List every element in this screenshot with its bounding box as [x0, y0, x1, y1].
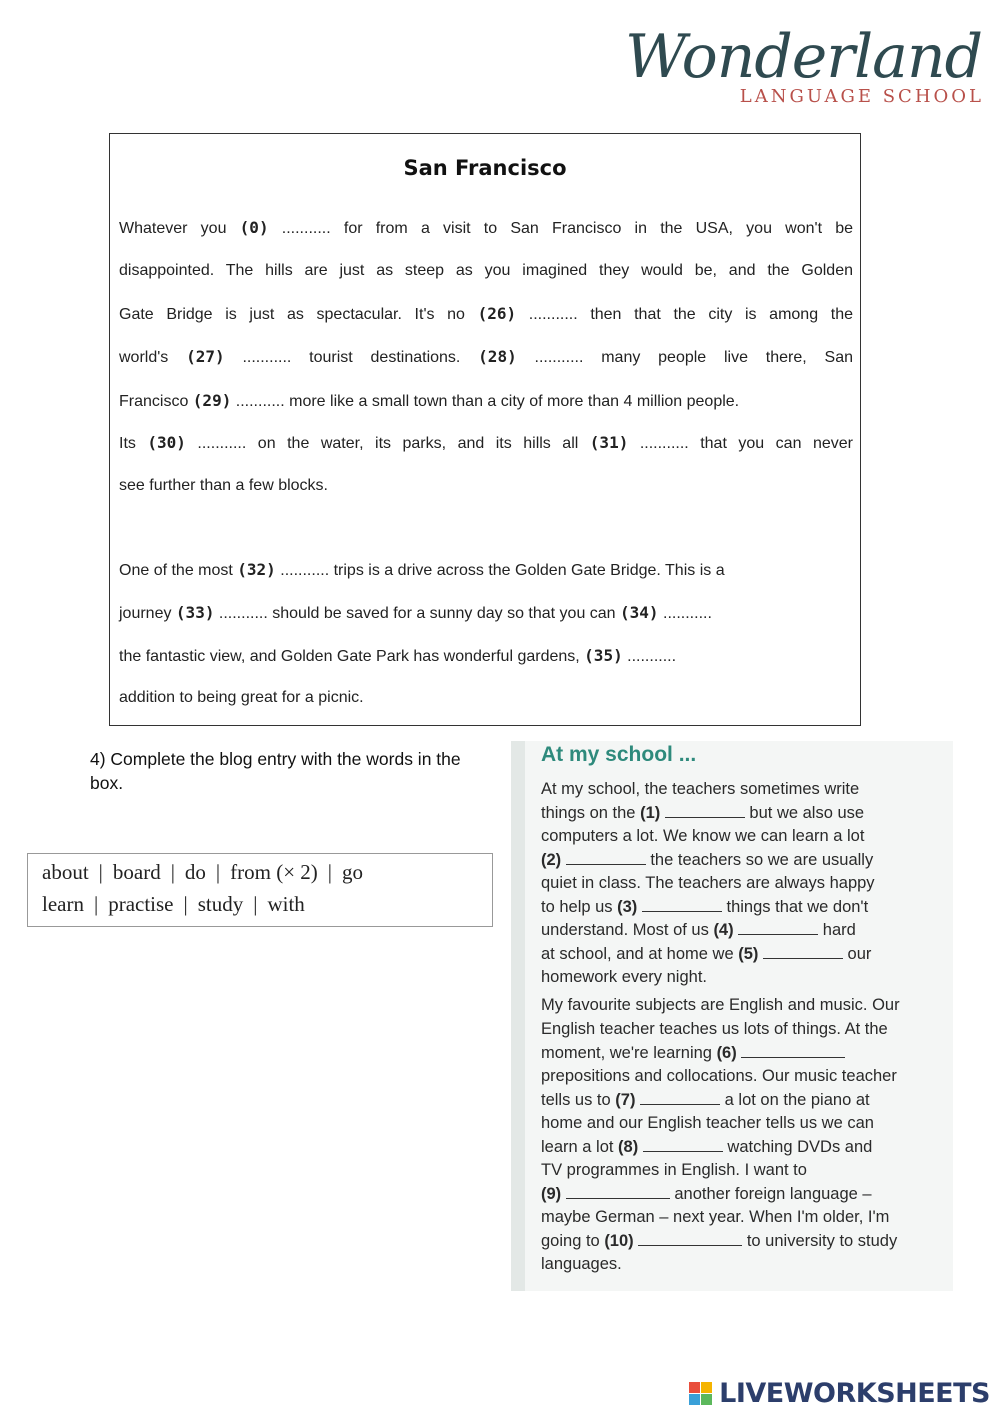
passage-line	[119, 476, 853, 496]
passage-text: Francisco	[119, 393, 193, 410]
passage-title: San Francisco	[403, 156, 567, 180]
liveworksheets-text: LIVEWORKSHEETS	[719, 1378, 990, 1409]
passage-line	[119, 688, 853, 708]
blog-text: TV programmes in English. I want to	[541, 1161, 807, 1179]
answer-blank[interactable]	[640, 1090, 720, 1105]
gap-number: (8)	[618, 1138, 639, 1156]
blog-text: home and our English teacher tells us we can	[541, 1114, 874, 1132]
blog-text: another foreign language –	[669, 1185, 872, 1203]
blog-line	[541, 1207, 889, 1227]
blog-text: tells us to	[541, 1091, 616, 1109]
blog-text: watching DVDs and	[722, 1138, 873, 1156]
blog-line	[541, 1254, 622, 1274]
gap-number: (33)	[175, 603, 215, 622]
exercise-4-instruction: 4) Complete the blog entry with the words in the box.	[90, 749, 461, 793]
answer-blank[interactable]	[642, 897, 722, 912]
gap-number: (4)	[713, 921, 734, 939]
passage-text: addition to being great for a picnic.	[119, 689, 364, 706]
word-option: board	[112, 860, 161, 884]
blog-line	[541, 803, 864, 823]
passage-text: ...........	[622, 648, 677, 665]
blog-text: prepositions and collocations. Our music teacher	[541, 1067, 897, 1085]
passage-line	[119, 433, 853, 453]
blog-title: At my school ...	[541, 743, 697, 766]
answer-blank[interactable]	[566, 850, 646, 865]
blog-text: a lot on the piano at	[720, 1091, 870, 1109]
word-separator: |	[98, 860, 103, 884]
passage-text: ........... should be saved for a sunny day so that you can	[214, 605, 621, 622]
word-option: go	[342, 860, 364, 884]
blog-line	[541, 1113, 874, 1133]
blog-line	[541, 1137, 872, 1157]
word-option: from (× 2)	[230, 860, 318, 884]
blog-line	[541, 995, 900, 1015]
blog-line	[541, 967, 707, 987]
blog-line	[541, 826, 864, 846]
blog-line	[541, 920, 856, 940]
passage-text: ........... on the water, its parks, and its hills all	[185, 435, 590, 452]
logo-script-text: Wonderland	[625, 22, 982, 92]
passage-line	[119, 560, 853, 581]
blog-text: things that we don't	[721, 898, 869, 916]
passage-text: ...........	[658, 605, 712, 622]
blog-text: moment, we're learning	[541, 1044, 717, 1062]
blog-text: maybe German – next year. When I'm older, I'm	[541, 1208, 890, 1226]
word-option: do	[184, 860, 206, 884]
blog-line	[541, 850, 873, 870]
gap-number: (7)	[615, 1091, 636, 1109]
word-separator: |	[93, 892, 99, 916]
blog-entry-panel	[511, 741, 953, 1291]
passage-text: ........... that you can never	[628, 435, 853, 452]
word-separator: |	[183, 892, 188, 916]
gap-number: (10)	[604, 1232, 634, 1250]
blog-text: at school, and at home we	[541, 945, 739, 963]
blog-text: hard	[818, 921, 856, 939]
passage-text: journey	[119, 605, 176, 622]
blog-line	[541, 873, 875, 893]
word-box	[27, 853, 493, 927]
gap-number: (27)	[186, 347, 225, 366]
word-option: about	[42, 860, 89, 884]
passage-text: Gate Bridge is just as spectacular. It's no	[119, 306, 478, 323]
gap-number: (0)	[239, 218, 269, 237]
blog-text: languages.	[541, 1255, 622, 1273]
word-option: with	[267, 892, 305, 916]
passage-text: One of the most	[119, 562, 238, 579]
answer-blank[interactable]	[738, 920, 818, 935]
passage-text: ........... trips is a drive across the Golden Gate Bridge. This is a	[275, 562, 725, 579]
passage-text: ........... more like a small town than a city of more than 4 million people.	[231, 393, 740, 410]
passage-text: the fantastic view, and Golden Gate Park has wonderful gardens,	[119, 648, 585, 665]
blog-text: the teachers so we are usually	[645, 851, 874, 869]
gap-number: (6)	[716, 1044, 737, 1062]
blog-side-bar	[511, 741, 525, 1291]
passage-line	[119, 391, 853, 412]
passage-line	[119, 304, 853, 324]
blog-text: understand. Most of us	[541, 921, 714, 939]
passage-line	[119, 603, 853, 624]
blog-line	[541, 779, 859, 799]
blog-text: going to	[541, 1232, 605, 1250]
blog-text: My favourite subjects are English and music. Our	[541, 996, 900, 1014]
blog-text: to university to study	[742, 1232, 898, 1250]
answer-blank[interactable]	[638, 1231, 742, 1246]
blog-text: learn a lot	[541, 1138, 619, 1156]
blog-text: but we also use	[744, 804, 865, 822]
word-option: learn	[42, 892, 84, 916]
blog-text: to help us	[541, 898, 618, 916]
blog-text: our	[842, 945, 872, 963]
word-option: study	[197, 892, 244, 916]
blog-line	[541, 1043, 845, 1063]
gap-number: (2)	[541, 851, 562, 869]
blog-line	[541, 1231, 897, 1251]
passage-line	[119, 218, 853, 238]
passage-text: see further than a few blocks.	[119, 477, 328, 494]
liveworksheets-icon	[689, 1382, 713, 1406]
blog-text: homework every night.	[541, 968, 707, 986]
passage-text: Its	[119, 435, 148, 452]
passage-text: world's	[119, 349, 187, 366]
gap-number: (35)	[584, 646, 623, 665]
gap-number: (31)	[589, 433, 629, 452]
blog-text: quiet in class. The teachers are always happy	[541, 874, 875, 892]
gap-number: (26)	[477, 304, 517, 323]
blog-text: things on the	[541, 804, 641, 822]
word-separator: |	[170, 860, 175, 884]
logo-subtitle: LANGUAGE SCHOOL	[739, 86, 984, 107]
school-logo	[625, 22, 986, 112]
san-francisco-passage-box	[109, 133, 861, 726]
blog-text: computers a lot. We know we can learn a lot	[541, 827, 865, 845]
word-box-row-1	[42, 860, 482, 885]
word-separator: |	[253, 892, 258, 916]
answer-blank[interactable]	[566, 1184, 670, 1199]
passage-line	[119, 646, 853, 667]
passage-text: ........... then that the city is among the	[516, 306, 853, 323]
passage-text: disappointed. The hills are just as steep as you imagined they would be, and the Golden	[119, 262, 853, 279]
gap-number: (9)	[541, 1185, 562, 1203]
passage-text: Whatever you	[119, 220, 240, 237]
blog-line	[541, 1066, 897, 1086]
word-separator: |	[215, 860, 221, 884]
answer-blank[interactable]	[741, 1043, 845, 1058]
blog-line	[541, 1019, 888, 1039]
blog-text: English teacher teaches us lots of things. At the	[541, 1020, 888, 1038]
answer-blank[interactable]	[665, 803, 745, 818]
blog-text: At my school, the teachers sometimes write	[541, 780, 860, 798]
answer-blank[interactable]	[763, 944, 843, 959]
word-separator: |	[327, 860, 333, 884]
passage-text: ........... tourist destinations.	[224, 349, 479, 366]
gap-number: (32)	[237, 560, 276, 579]
liveworksheets-brand	[719, 1378, 990, 1409]
word-box-row-2	[42, 892, 482, 917]
gap-number: (30)	[147, 433, 186, 452]
answer-blank[interactable]	[643, 1137, 723, 1152]
gap-number: (34)	[620, 603, 659, 622]
gap-number: (3)	[617, 898, 638, 916]
word-option: practise	[108, 892, 174, 916]
blog-line	[541, 944, 871, 964]
blog-line	[541, 1160, 807, 1180]
passage-line	[119, 347, 853, 367]
blog-line	[541, 1090, 870, 1110]
gap-number: (5)	[738, 945, 759, 963]
passage-line	[119, 261, 853, 281]
passage-text: ........... for from a visit to San Francisco in the USA, you won't be	[268, 220, 853, 237]
gap-number: (28)	[478, 347, 517, 366]
passage-text: ........... many people live there, San	[516, 349, 853, 366]
gap-number: (29)	[192, 391, 232, 410]
blog-line	[541, 897, 868, 917]
gap-number: (1)	[640, 804, 661, 822]
blog-line	[541, 1184, 872, 1204]
